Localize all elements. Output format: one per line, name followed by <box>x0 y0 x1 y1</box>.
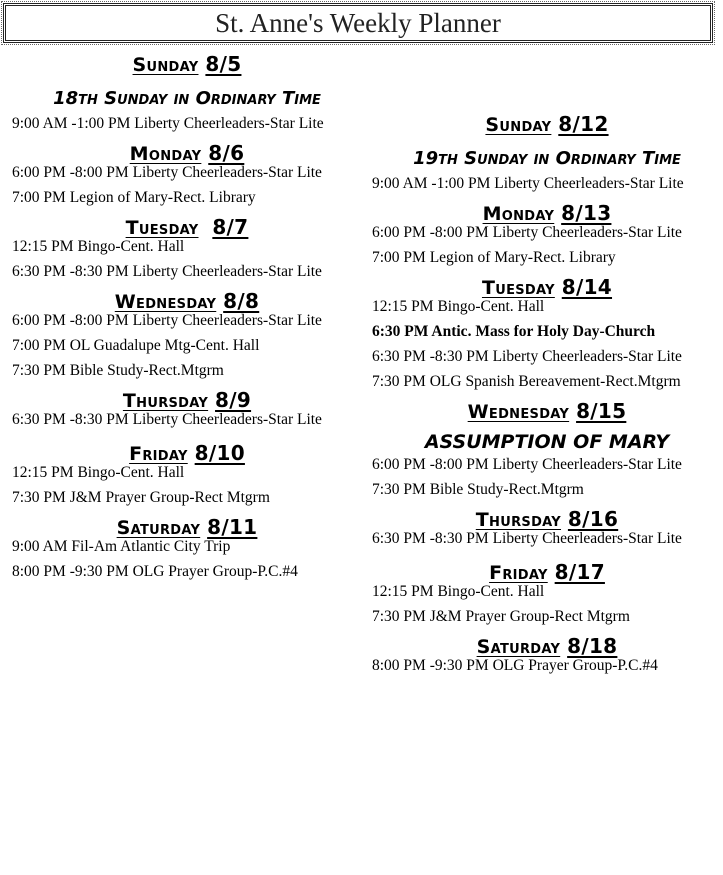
left-column <box>12 52 362 589</box>
day-header: Tuesday 8/14 <box>481 275 613 299</box>
day-header: Thursday 8/9 <box>122 388 252 412</box>
special-observance: 19th Sunday in Ordinary Time <box>413 148 681 169</box>
event-item: 6:30 PM -8:30 PM Liberty Cheerleaders-Star Lite <box>12 411 322 428</box>
event-item: 7:30 PM J&M Prayer Group-Rect Mtgrm <box>12 489 270 506</box>
event-item: 7:30 PM Bible Study-Rect.Mtgrm <box>372 481 584 498</box>
day-header: Monday 8/13 <box>482 201 612 225</box>
day-header: Sunday 8/5 <box>132 52 242 76</box>
event-item: 6:30 PM Antic. Mass for Holy Day-Church <box>372 323 656 340</box>
event-item: 9:00 AM -1:00 PM Liberty Cheerleaders-Star Lite <box>372 175 684 192</box>
event-item: 8:00 PM -9:30 PM OLG Prayer Group-P.C.#4 <box>12 563 298 580</box>
day-header: Tuesday 8/7 <box>125 215 249 239</box>
event-item: 6:00 PM -8:00 PM Liberty Cheerleaders-Star Lite <box>12 164 322 181</box>
event-item: 7:30 PM J&M Prayer Group-Rect Mtgrm <box>372 608 630 625</box>
event-item: 8:00 PM -9:30 PM OLG Prayer Group-P.C.#4 <box>372 657 658 674</box>
event-item: 12:15 PM Bingo-Cent. Hall <box>372 583 545 600</box>
planner-title-box <box>3 3 713 43</box>
day-header: Wednesday 8/15 <box>467 399 627 423</box>
event-item: 9:00 AM -1:00 PM Liberty Cheerleaders-Star Lite <box>12 115 324 132</box>
day-header: Saturday 8/18 <box>476 634 618 658</box>
event-item: 9:00 AM Fil-Am Atlantic City Trip <box>12 538 231 555</box>
event-item: 7:00 PM OL Guadalupe Mtg-Cent. Hall <box>12 337 260 354</box>
day-header: Monday 8/6 <box>129 141 245 165</box>
event-item: 6:00 PM -8:00 PM Liberty Cheerleaders-Star Lite <box>372 224 682 241</box>
event-item: 12:15 PM Bingo-Cent. Hall <box>372 298 545 315</box>
event-item: 6:30 PM -8:30 PM Liberty Cheerleaders-Star Lite <box>372 530 682 547</box>
day-header: Thursday 8/16 <box>475 507 619 531</box>
special-observance: ASSUMPTION OF MARY <box>424 431 670 453</box>
event-item: 6:00 PM -8:00 PM Liberty Cheerleaders-Star Lite <box>12 312 322 329</box>
event-item: 7:00 PM Legion of Mary-Rect. Library <box>372 249 616 266</box>
event-item: 6:00 PM -8:00 PM Liberty Cheerleaders-Star Lite <box>372 456 682 473</box>
day-header: Friday 8/17 <box>489 560 605 584</box>
day-header: Friday 8/10 <box>129 441 245 465</box>
event-item: 7:30 PM OLG Spanish Bereavement-Rect.Mtgrm <box>372 373 681 390</box>
event-item: 7:00 PM Legion of Mary-Rect. Library <box>12 189 256 206</box>
special-observance: 18th Sunday in Ordinary Time <box>53 88 321 109</box>
event-item: 12:15 PM Bingo-Cent. Hall <box>12 464 185 481</box>
planner-title: St. Anne's Weekly Planner <box>215 7 501 38</box>
right-column <box>372 112 722 683</box>
day-header: Saturday 8/11 <box>116 515 258 539</box>
event-item: 7:30 PM Bible Study-Rect.Mtgrm <box>12 362 224 379</box>
event-item: 12:15 PM Bingo-Cent. Hall <box>12 238 185 255</box>
event-item: 6:30 PM -8:30 PM Liberty Cheerleaders-Star Lite <box>372 348 682 365</box>
day-header: Wednesday 8/8 <box>114 289 260 313</box>
day-header: Sunday 8/12 <box>485 112 609 136</box>
event-item: 6:30 PM -8:30 PM Liberty Cheerleaders-Star Lite <box>12 263 322 280</box>
